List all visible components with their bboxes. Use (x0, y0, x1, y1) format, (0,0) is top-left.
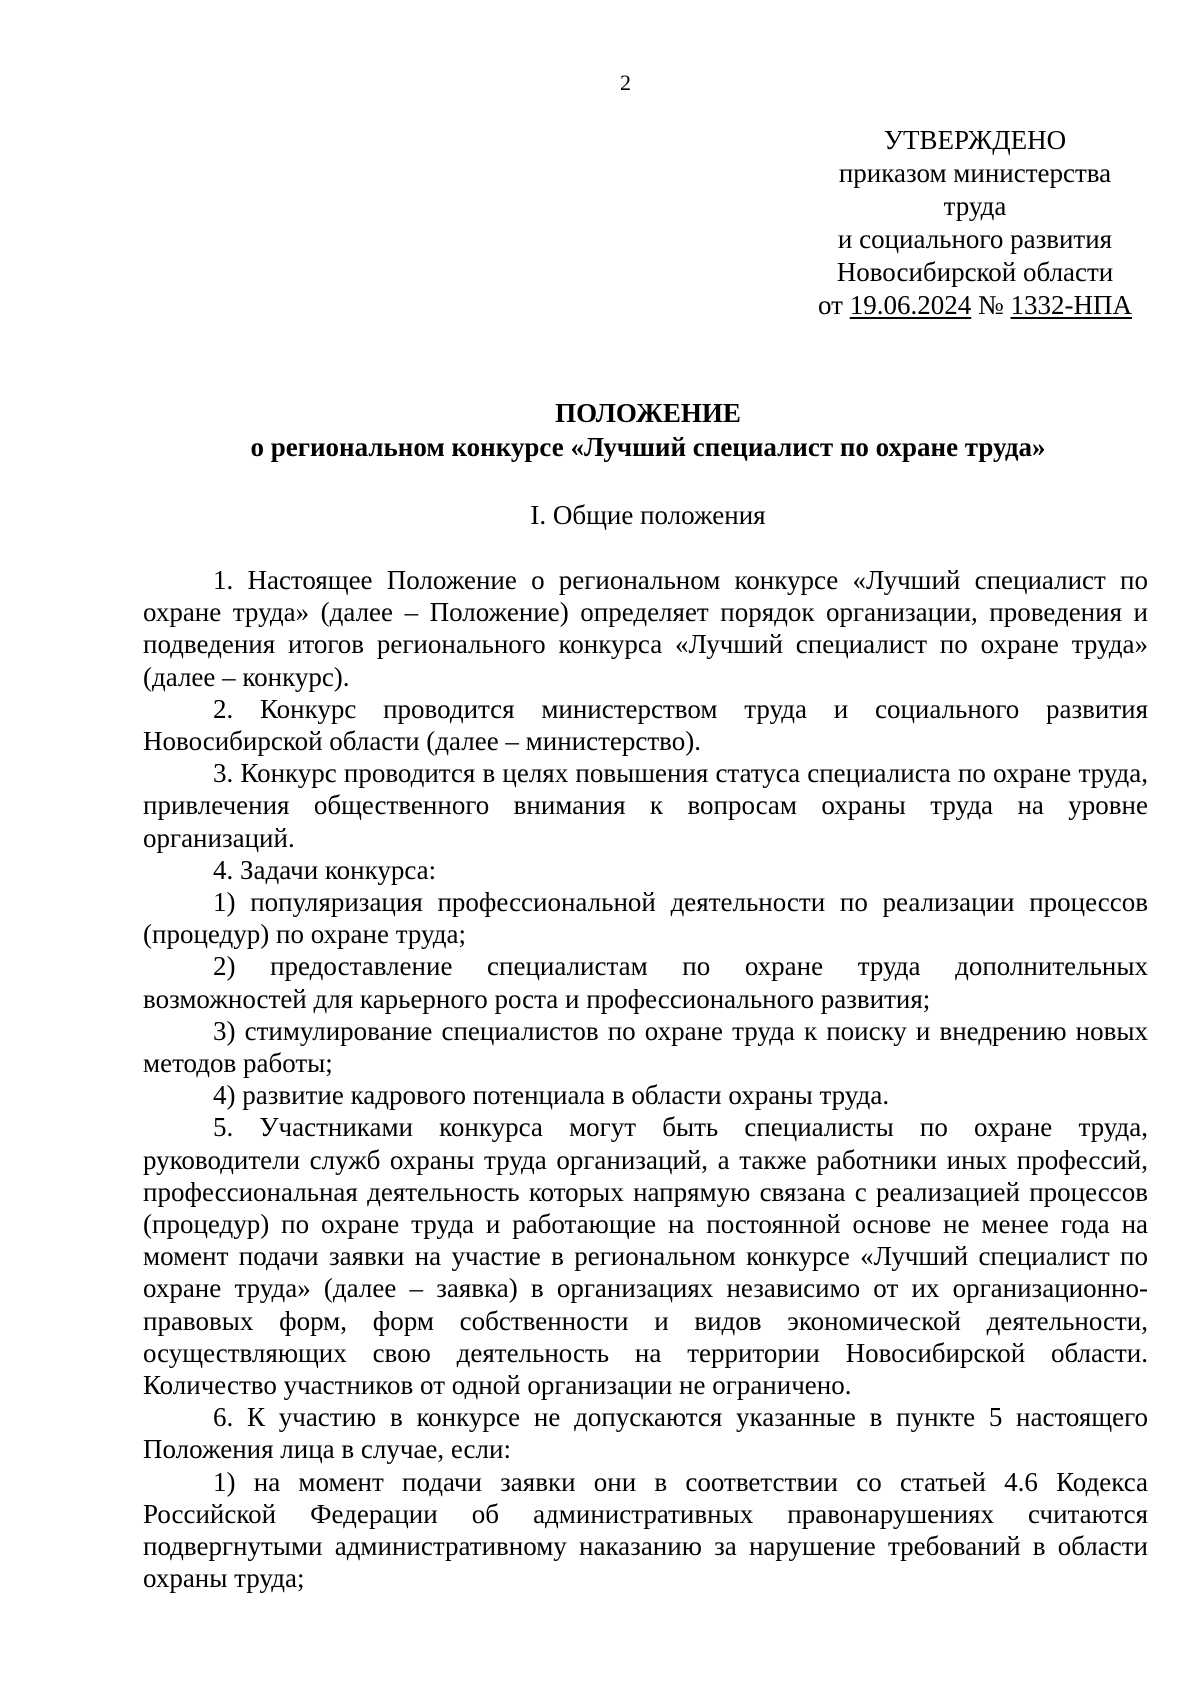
document-body (143, 564, 1148, 1595)
approval-number-sign: № (977, 290, 1004, 320)
paragraph: 1) популяризация профессиональной деятельности по реализации процессов (процедур) по охране труда; (143, 887, 1148, 950)
paragraph: 2) предоставление специалистам по охране труда дополнительных возможностей для карьерного роста и профессионального развития; (143, 951, 1148, 1014)
approval-stamp-block (800, 124, 1150, 322)
approval-line-3: и социального развития (837, 224, 1113, 254)
approval-heading: УТВЕРЖДЕНО (883, 125, 1067, 155)
paragraph: 3. Конкурс проводится в целях повышения статуса специалиста по охране труда, привлечения общественного внимания к вопросам охраны труда на уровне организаций. (143, 758, 1148, 853)
paragraph: 3) стимулирование специалистов по охране труда к поиску и внедрению новых методов работы; (143, 1015, 1148, 1079)
approval-number: 1332-НПА (1010, 290, 1132, 320)
approval-date: 19.06.2024 (849, 290, 972, 320)
approval-line-2: труда (943, 191, 1007, 221)
approval-date-line (800, 289, 1150, 322)
paragraph: 2. Конкурс проводится министерством труда и социального развития Новосибирской области (далее – министерство). (143, 693, 1148, 757)
document-subtitle: о региональном конкурсе «Лучший специалист по охране труда» (250, 432, 1046, 462)
paragraph: 4) развитие кадрового потенциала в области охраны труда. (213, 1080, 890, 1111)
paragraph: 6. К участию в конкурсе не допускаются указанные в пункте 5 настоящего Положения лица в случае, если: (143, 1402, 1148, 1465)
approval-date-prefix: от (818, 290, 843, 320)
paragraph: 1) на момент подачи заявки они в соответствии со статьей 4.6 Кодекса Российской Федерации об административных правонарушениях считаются подвергнутыми административному наказанию за нарушение требований в области охраны труда; (143, 1466, 1148, 1594)
page-number: 2 (620, 70, 631, 95)
paragraph: 4. Задачи конкурса: (213, 854, 437, 885)
approval-line-1: приказом министерства (838, 158, 1112, 188)
document-title (143, 396, 1153, 464)
section-heading: I. Общие положения (530, 500, 766, 530)
paragraph: 5. Участниками конкурса могут быть специалисты по охране труда, руководители служб охраны труда организаций, а также работники иных профессий, профессиональная деятельность которых напрямую связана с реализацией процессов (процедур) по охране труда и работающие на постоянной основе не менее года на момент подачи заявки на участие в региональном конкурсе «Лучший специалист по охране труда» (далее – заявка) в организациях независимо от их организационно-правовых форм, форм собственности и видов экономической деятельности, осуществляющих свою деятельность на территории Новосибирской области. Количество участников от одной организации не ограничено. (143, 1112, 1148, 1401)
approval-line-4: Новосибирской области (836, 257, 1114, 287)
document-title-main: ПОЛОЖЕНИЕ (555, 398, 741, 428)
paragraph: 1. Настоящее Положение о региональном конкурсе «Лучший специалист по охране труда» (далее – Положение) определяет порядок организации, проведения и подведения итогов регионального конкурса «Лучший специалист по охране труда» (далее – конкурс). (143, 565, 1148, 692)
